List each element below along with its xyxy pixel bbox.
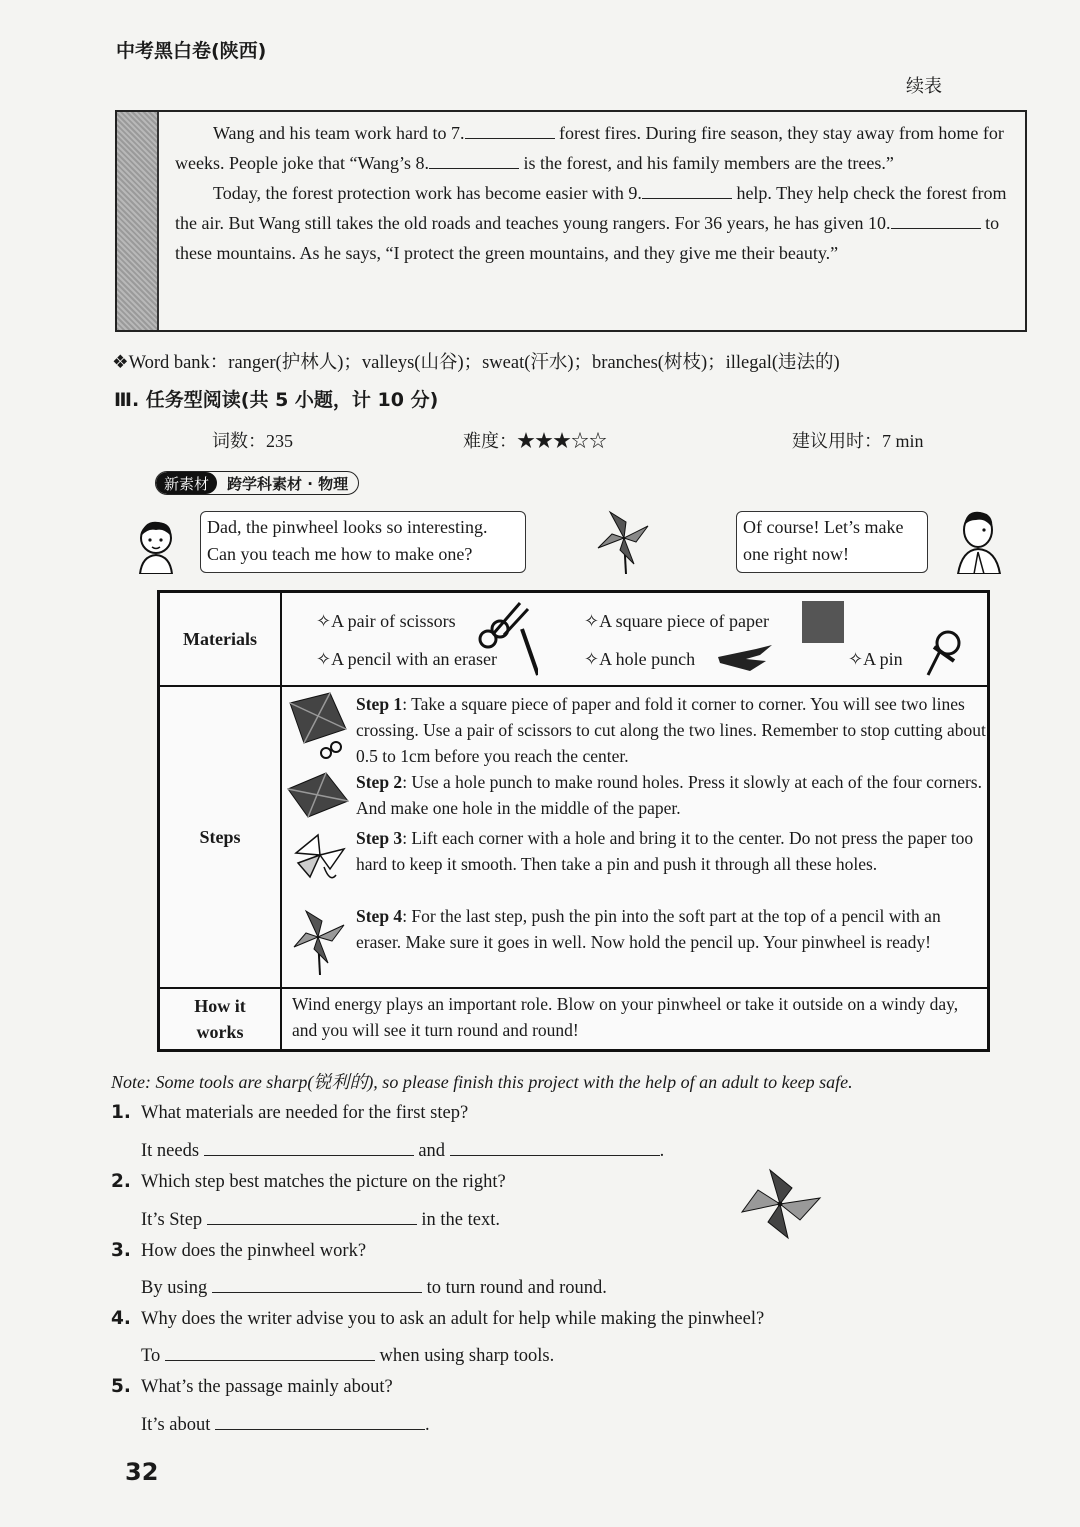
question-number: 2. — [111, 1171, 131, 1192]
step-4 — [356, 903, 986, 955]
question-1 — [111, 1102, 468, 1124]
answer-prefix: It’s Step — [141, 1210, 203, 1230]
steps-label: Steps — [160, 687, 282, 987]
continued-label: 续表 — [906, 76, 942, 97]
answer-4 — [141, 1342, 554, 1367]
answer-4-blank[interactable] — [165, 1342, 375, 1361]
question-text: What’s the passage mainly about? — [141, 1377, 393, 1397]
question-text: Why does the writer advise you to ask an adult for help while making the pinwheel? — [141, 1309, 765, 1329]
question-number: 1. — [111, 1102, 131, 1123]
passage-paragraph-1 — [175, 118, 1017, 178]
question-4 — [111, 1308, 764, 1330]
material-pencil: ✧A pencil with an eraser — [316, 649, 498, 669]
answer-suffix: . — [659, 1141, 665, 1161]
question-2 — [111, 1171, 506, 1193]
answer-1-blank-a[interactable] — [204, 1137, 414, 1156]
question-3 — [111, 1240, 366, 1262]
answer-1-blank-b[interactable] — [450, 1137, 660, 1156]
passage-side-bar — [117, 112, 159, 330]
passage-box — [115, 110, 1027, 332]
question-number: 3. — [111, 1240, 131, 1261]
passage-paragraph-2 — [175, 178, 1017, 268]
answer-3-blank[interactable] — [212, 1274, 422, 1293]
how-label-line-2: works — [196, 1022, 244, 1042]
step-1-heading: Step 1 — [356, 694, 403, 714]
blank-7[interactable] — [465, 120, 555, 139]
answer-2-blank[interactable] — [207, 1206, 417, 1225]
answer-suffix: to turn round and round. — [426, 1278, 607, 1298]
hole-punch-icon — [716, 643, 774, 673]
answer-3 — [141, 1274, 607, 1299]
material-scissors: ✧A pair of scissors — [316, 611, 456, 631]
answer-prefix: It’s about — [141, 1415, 211, 1435]
fold-paper-icon — [286, 691, 350, 761]
blank-9[interactable] — [642, 180, 732, 199]
square-paper-icon — [802, 601, 844, 643]
word-count: 词数：235 — [212, 431, 293, 451]
step-1-text: : Take a square piece of paper and fold it corner to corner. You will see two lines crossing. Use a pair of scissors to cut along the two lines. Remember to stop cutting about 0.5 to 1cm before you reach the center. — [356, 694, 986, 766]
pinwheel-picture-icon — [740, 1168, 822, 1240]
passage-text-segment: help. They help check the forest from the air. But Wang still takes the old roads and teaches young rangers. For 36 years, he has given 10. — [175, 183, 1007, 233]
question-text: How does the pinwheel work? — [141, 1241, 367, 1261]
instructions-table — [157, 590, 990, 1052]
fold-corners-icon — [290, 829, 346, 883]
step-3 — [356, 825, 986, 877]
punch-paper-icon — [286, 771, 350, 819]
dad-line-2: one right now! — [743, 544, 849, 564]
how-label-line-1: How it — [194, 996, 246, 1016]
answer-middle: and — [418, 1141, 446, 1161]
material-paper: ✧A square piece of paper — [584, 611, 770, 631]
dad-speech-bubble — [736, 511, 928, 573]
answer-prefix: By using — [141, 1278, 208, 1298]
answer-5-blank[interactable] — [215, 1411, 425, 1430]
blank-8[interactable] — [429, 150, 519, 169]
page-number: 32 — [125, 1458, 159, 1486]
answer-5 — [141, 1411, 430, 1436]
question-number: 5. — [111, 1376, 131, 1397]
question-text: What materials are needed for the first step? — [141, 1103, 469, 1123]
passage-text-segment: is the forest, and his family members are the trees.” — [523, 153, 894, 173]
tag-new: 新素材 — [156, 472, 217, 494]
question-5 — [111, 1376, 393, 1398]
step-2-text: : Use a hole punch to make round holes. Press it slowly at each of the four corners. And make one hole in the middle of the paper. — [356, 772, 982, 818]
answer-2 — [141, 1206, 500, 1231]
question-number: 4. — [111, 1308, 131, 1329]
passage-text-segment: Wang and his team work hard to 7. — [213, 123, 465, 143]
answer-suffix: when using sharp tools. — [379, 1346, 555, 1366]
tag-subject: 跨学科素材 · 物理 — [227, 474, 349, 493]
materials-row — [160, 593, 987, 687]
passage-text-segment: to these mountains. As he says, “I protect the green mountains, and they give me their beauty.” — [175, 213, 1000, 263]
answer-suffix: . — [425, 1415, 430, 1435]
how-it-works-text: Wind energy plays an important role. Blow on your pinwheel or take it outside on a windy day, and you will see it turn round and round! — [292, 994, 959, 1040]
material-hole-punch: ✧A hole punch — [584, 649, 696, 669]
boy-line-1: Dad, the pinwheel looks so interesting. — [207, 517, 488, 537]
pinwheel-step-icon — [292, 907, 346, 975]
material-tag — [155, 471, 359, 495]
step-1 — [356, 691, 986, 769]
steps-row — [160, 687, 987, 989]
answer-prefix: To — [141, 1346, 161, 1366]
question-text: Which step best matches the picture on the right? — [141, 1172, 506, 1192]
step-3-text: : Lift each corner with a hole and bring it to the center. Do not press the paper too hard to keep it smooth. Then take a pin and push it through all these holes. — [356, 828, 974, 874]
answer-prefix: It needs — [141, 1141, 200, 1161]
word-bank: ❖Word bank：ranger(护林人)；valleys(山谷)；sweat(汗水)；branches(树枝)；illegal(违法的) — [112, 353, 840, 373]
passage-text — [175, 118, 1017, 268]
step-3-heading: Step 3 — [356, 828, 403, 848]
boy-icon — [134, 518, 180, 574]
pinwheel-icon — [596, 508, 650, 574]
pin-icon — [920, 627, 964, 679]
how-it-works-label — [160, 989, 282, 1049]
step-2 — [356, 769, 986, 821]
passage-text-segment: forest fires. During fire season, they stay away from home for weeks. People joke that “Wang’s 8. — [175, 123, 1004, 173]
suggested-time: 建议用时：7 min — [792, 431, 924, 451]
book-title: 中考黑白卷(陕西) — [116, 40, 267, 62]
step-4-text: : For the last step, push the pin into the soft part at the top of a pencil with an eraser. Make sure it goes in well. Now hold the pencil up. Your pinwheel is ready! — [356, 906, 941, 952]
passage-text-segment: Today, the forest protection work has become easier with 9. — [213, 183, 642, 203]
materials-label: Materials — [160, 593, 282, 685]
dad-icon — [952, 508, 1010, 574]
material-pin: ✧A pin — [848, 649, 903, 669]
boy-line-2: Can you teach me how to make one? — [207, 544, 473, 564]
step-2-heading: Step 2 — [356, 772, 403, 792]
section-title: Ⅲ. 任务型阅读(共 5 小题，计 10 分) — [114, 389, 439, 411]
answer-suffix: in the text. — [421, 1210, 501, 1230]
dad-line-1: Of course! Let’s make — [743, 517, 904, 537]
answer-1 — [141, 1137, 664, 1162]
difficulty: 难度：★★★☆☆ — [463, 431, 607, 451]
boy-speech-bubble — [200, 511, 526, 573]
safety-note: Note: Some tools are sharp(锐利的), so please finish this project with the help of an adult to keep safe. — [111, 1072, 853, 1092]
step-4-heading: Step 4 — [356, 906, 403, 926]
how-it-works-row — [160, 989, 987, 1049]
blank-10[interactable] — [891, 210, 981, 229]
